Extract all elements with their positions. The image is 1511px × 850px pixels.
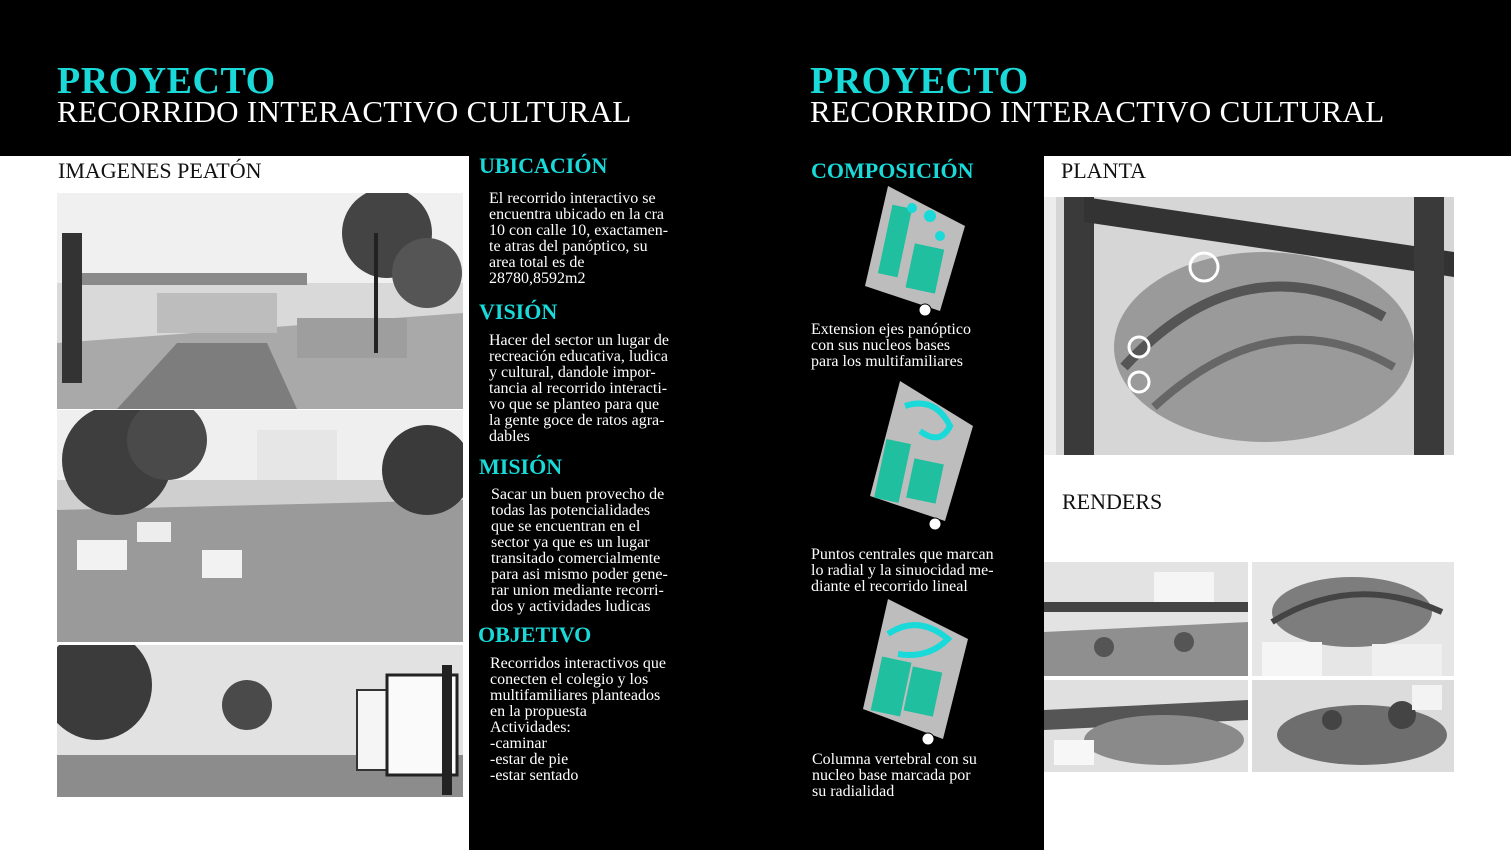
right-header-title: RECORRIDO INTERACTIVO CULTURAL (810, 94, 1385, 129)
ubicacion-text: El recorrido interactivo se encuentra ubicado en la cra 10 con calle 10, exactamen- te atras del panóptico, su area total es de 28780,8592m2 (489, 190, 669, 287)
composition-diagram-3 (858, 599, 973, 749)
vision-text: Hacer del sector un lugar de recreación educativa, ludica y cultural, dandole impor- tancia al recorrido interacti- vo que se planteo para que la gente goce de ratos agra- dables (489, 332, 669, 445)
render-image-4 (1252, 680, 1454, 772)
composition-caption-1-text: Extension ejes panóptico con sus nucleos bases para los multifamiliares (811, 321, 971, 370)
pedestrian-photo-2 (57, 410, 463, 642)
planta-label: PLANTA (1061, 158, 1147, 183)
pedestrian-label: IMAGENES PEATÓN (58, 158, 262, 183)
composition-caption-1 (811, 322, 1041, 370)
vision-title: VISIÓN (479, 299, 558, 324)
composition-caption-2-text: Puntos centrales que marcan lo radial y la sinuocidad me- diante el recorrido lineal (811, 546, 994, 595)
composition-caption-3 (812, 752, 1042, 800)
pedestrian-photo-3 (57, 645, 463, 797)
render-image-3 (1044, 680, 1248, 772)
pedestrian-photo-1 (57, 193, 463, 409)
left-header-title: RECORRIDO INTERACTIVO CULTURAL (57, 94, 632, 129)
composition-caption-3-text: Columna vertebral con su nucleo base marcada por su radialidad (812, 751, 977, 800)
render-image-1 (1044, 562, 1248, 676)
planta-plan (1044, 197, 1454, 455)
mision-text: Sacar un buen provecho de todas las potencialidades que se encuentran en el sector ya que es un lugar transitado comercialmente para asi mismo poder gene- rar union mediante recorri- dos y actividades ludicas (491, 486, 668, 615)
composicion-title: COMPOSICIÓN (811, 158, 974, 183)
composition-diagram-1 (860, 186, 970, 316)
ubicacion-title: UBICACIÓN (479, 153, 608, 178)
right-header-kicker: PROYECTO (810, 60, 1029, 102)
objetivo-text: Recorridos interactivos que conecten el colegio y los multifamiliares planteados en la propuesta Actividades: -caminar -estar de pie -estar sentado (490, 655, 666, 784)
composition-caption-2 (811, 547, 1041, 595)
render-image-2 (1252, 562, 1454, 676)
mision-title: MISIÓN (479, 454, 563, 479)
composition-diagram-2 (865, 381, 975, 531)
objetivo-title: OBJETIVO (478, 622, 592, 647)
renders-label: RENDERS (1062, 489, 1163, 514)
left-header-kicker: PROYECTO (57, 60, 276, 102)
